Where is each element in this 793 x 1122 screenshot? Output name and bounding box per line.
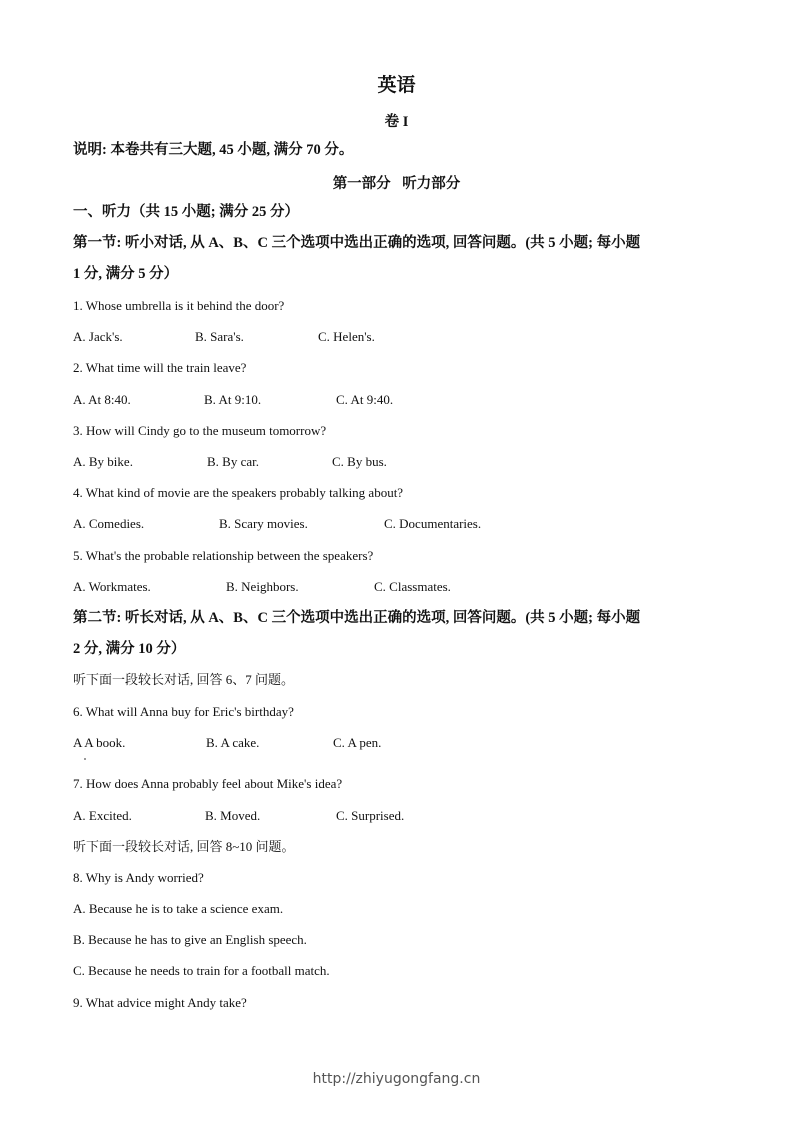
option-c: C. By bus.	[332, 454, 387, 469]
option-b: B. Because he has to give an English speech.	[73, 932, 307, 947]
option-b: B. By car.	[207, 454, 259, 469]
page-title: 英语	[377, 75, 416, 96]
listening-instruction: 听下面一段较长对话, 回答 6、7 问题。	[73, 672, 295, 687]
question-text: 4. What kind of movie are the speakers probably talking about?	[73, 485, 404, 500]
option-b: B. A cake.	[206, 735, 260, 750]
subsection-two-line1: 第二节: 听长对话, 从 A、B、C 三个选项中选出正确的选项, 回答问题。(共 5 小题; 每小题	[73, 610, 641, 626]
question-text: 6. What will Anna buy for Eric's birthday?	[73, 704, 294, 719]
option-c: C. Helen's.	[318, 329, 375, 344]
option-b: B. Neighbors.	[226, 579, 299, 594]
part-title: 第一部分 听力部分	[332, 176, 461, 192]
option-c: C. Because he needs to train for a football match.	[73, 963, 330, 978]
stray-dot	[84, 758, 86, 760]
question-text: 9. What advice might Andy take?	[73, 995, 247, 1010]
option-a: A. By bike.	[73, 454, 133, 469]
option-a: A. Comedies.	[73, 516, 145, 531]
option-c: C. Surprised.	[336, 808, 405, 823]
option-c: C. A pen.	[333, 735, 382, 750]
option-c: C. At 9:40.	[336, 392, 394, 407]
option-a: A A book.	[73, 735, 126, 750]
option-b: B. Sara's.	[195, 329, 244, 344]
subsection-two-line2: 2 分, 满分 10 分）	[73, 641, 186, 657]
option-b: B. At 9:10.	[204, 392, 262, 407]
question-text: 3. How will Cindy go to the museum tomorrow?	[73, 423, 327, 438]
section-heading: 一、听力（共 15 小题; 满分 25 分）	[73, 204, 299, 220]
subsection-one-line1: 第一节: 听小对话, 从 A、B、C 三个选项中选出正确的选项, 回答问题。(共 5 小题; 每小题	[73, 235, 641, 251]
footer-url: http://zhiyugongfang.cn	[312, 1071, 481, 1087]
option-b: B. Moved.	[205, 808, 261, 823]
option-a: A. Workmates.	[73, 579, 151, 594]
question-text: 5. What's the probable relationship between the speakers?	[73, 548, 374, 563]
question-text: 8. Why is Andy worried?	[73, 870, 204, 885]
listening-instruction: 听下面一段较长对话, 回答 8~10 问题。	[73, 839, 295, 854]
instruction: 说明: 本卷共有三大题, 45 小题, 满分 70 分。	[73, 142, 354, 158]
option-a: A. Excited.	[73, 808, 132, 823]
question-text: 1. Whose umbrella is it behind the door?	[73, 298, 285, 313]
option-a: A. Because he is to take a science exam.	[73, 901, 284, 916]
option-c: C. Documentaries.	[384, 516, 482, 531]
option-b: B. Scary movies.	[219, 516, 308, 531]
subsection-one-line2: 1 分, 满分 5 分）	[73, 266, 179, 282]
question-text: 7. How does Anna probably feel about Mike's idea?	[73, 776, 343, 791]
volume-label: 卷 I	[384, 114, 409, 130]
option-a: A. Jack's.	[73, 329, 123, 344]
option-c: C. Classmates.	[374, 579, 451, 594]
option-a: A. At 8:40.	[73, 392, 131, 407]
question-text: 2. What time will the train leave?	[73, 360, 247, 375]
